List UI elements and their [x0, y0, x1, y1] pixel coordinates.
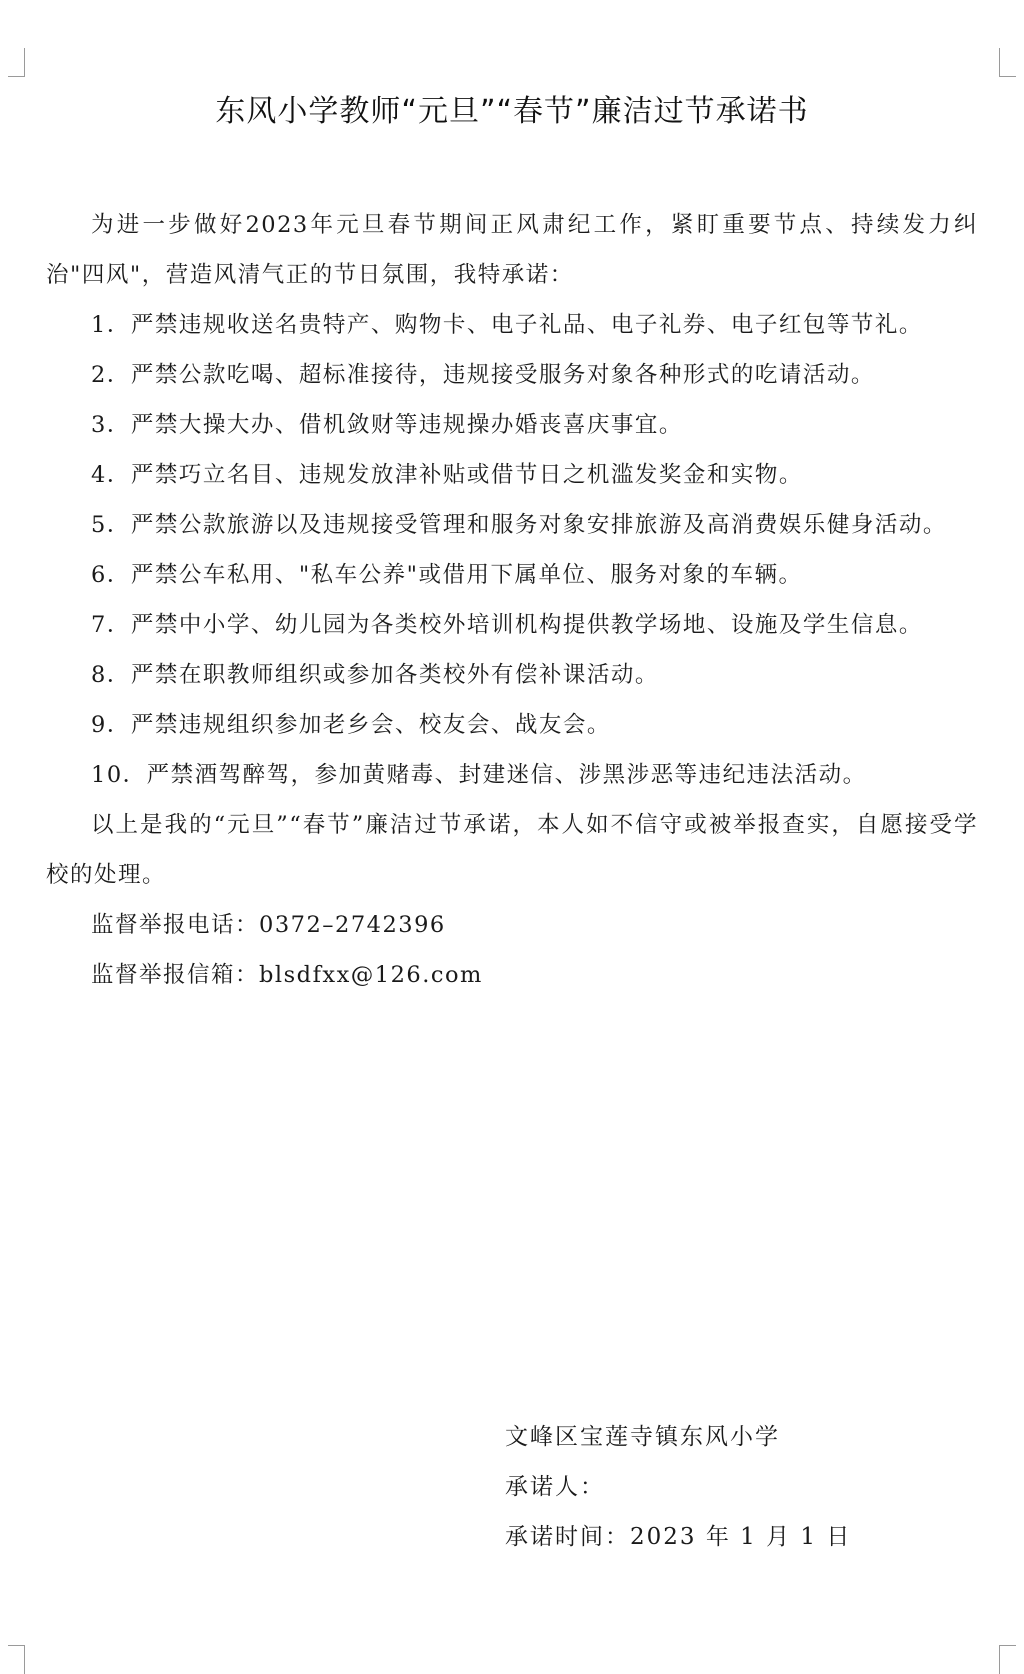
email-address: blsdfxx@126.com — [259, 962, 483, 988]
commitment-item-1: 1．严禁违规收送名贵特产、购物卡、电子礼品、电子礼券、电子红包等节礼。 — [91, 312, 923, 338]
commitment-item-8: 8．严禁在职教师组织或参加各类校外有偿补课活动。 — [91, 662, 659, 688]
phone-label: 监督举报电话： — [91, 912, 260, 938]
date-value: 2023 年 1 月 1 日 — [630, 1524, 852, 1550]
date-label: 承诺时间： — [505, 1524, 630, 1550]
contact-phone-line — [46, 900, 978, 950]
commitment-item-9: 9．严禁违规组织参加老乡会、校友会、战友会。 — [91, 712, 611, 738]
page-corner-mark-bottom-right — [999, 1645, 1016, 1674]
page-corner-mark-top-left — [8, 48, 25, 77]
page-corner-mark-bottom-left — [8, 1645, 25, 1674]
commitment-item-4: 4．严禁巧立名目、违规发放津补贴或借节日之机滥发奖金和实物。 — [91, 462, 803, 488]
date-line — [505, 1512, 851, 1562]
document-title: 东风小学教师“元旦”“春节”廉洁过节承诺书 — [215, 94, 809, 129]
email-label: 监督举报信箱： — [91, 962, 260, 988]
signature-block — [505, 1412, 851, 1562]
page-corner-mark-top-right — [999, 48, 1016, 77]
commitment-item-5: 5．严禁公款旅游以及违规接受管理和服务对象安排旅游及高消费娱乐健身活动。 — [91, 512, 947, 538]
commitment-item-6: 6．严禁公车私用、"私车公养"或借用下属单位、服务对象的车辆。 — [91, 562, 803, 588]
commitment-item-10: 10．严禁酒驾醉驾，参加黄赌毒、封建迷信、涉黑涉恶等违纪违法活动。 — [91, 762, 867, 788]
closing-paragraph: 以上是我的“元旦”“春节”廉洁过节承诺，本人如不信守或被举报查实，自愿接受学校的处理。 — [46, 812, 978, 888]
commitment-item-3: 3．严禁大操大办、借机敛财等违规操办婚丧喜庆事宜。 — [91, 412, 683, 438]
commitment-item-7: 7．严禁中小学、幼儿园为各类校外培训机构提供教学场地、设施及学生信息。 — [91, 612, 923, 638]
phone-number: 0372–2742396 — [259, 912, 446, 938]
document-body — [46, 200, 978, 1000]
intro-paragraph: 为进一步做好2023年元旦春节期间正风肃纪工作，紧盯重要节点、持续发力纠治"四风"，营造风清气正的节日氛围，我特承诺： — [46, 212, 978, 288]
contact-email-line — [46, 950, 978, 1000]
commitment-item-2: 2．严禁公款吃喝、超标准接待，违规接受服务对象各种形式的吃请活动。 — [91, 362, 875, 388]
organization-name: 文峰区宝莲寺镇东风小学 — [505, 1424, 780, 1450]
promisor-line: 承诺人： — [505, 1474, 605, 1500]
